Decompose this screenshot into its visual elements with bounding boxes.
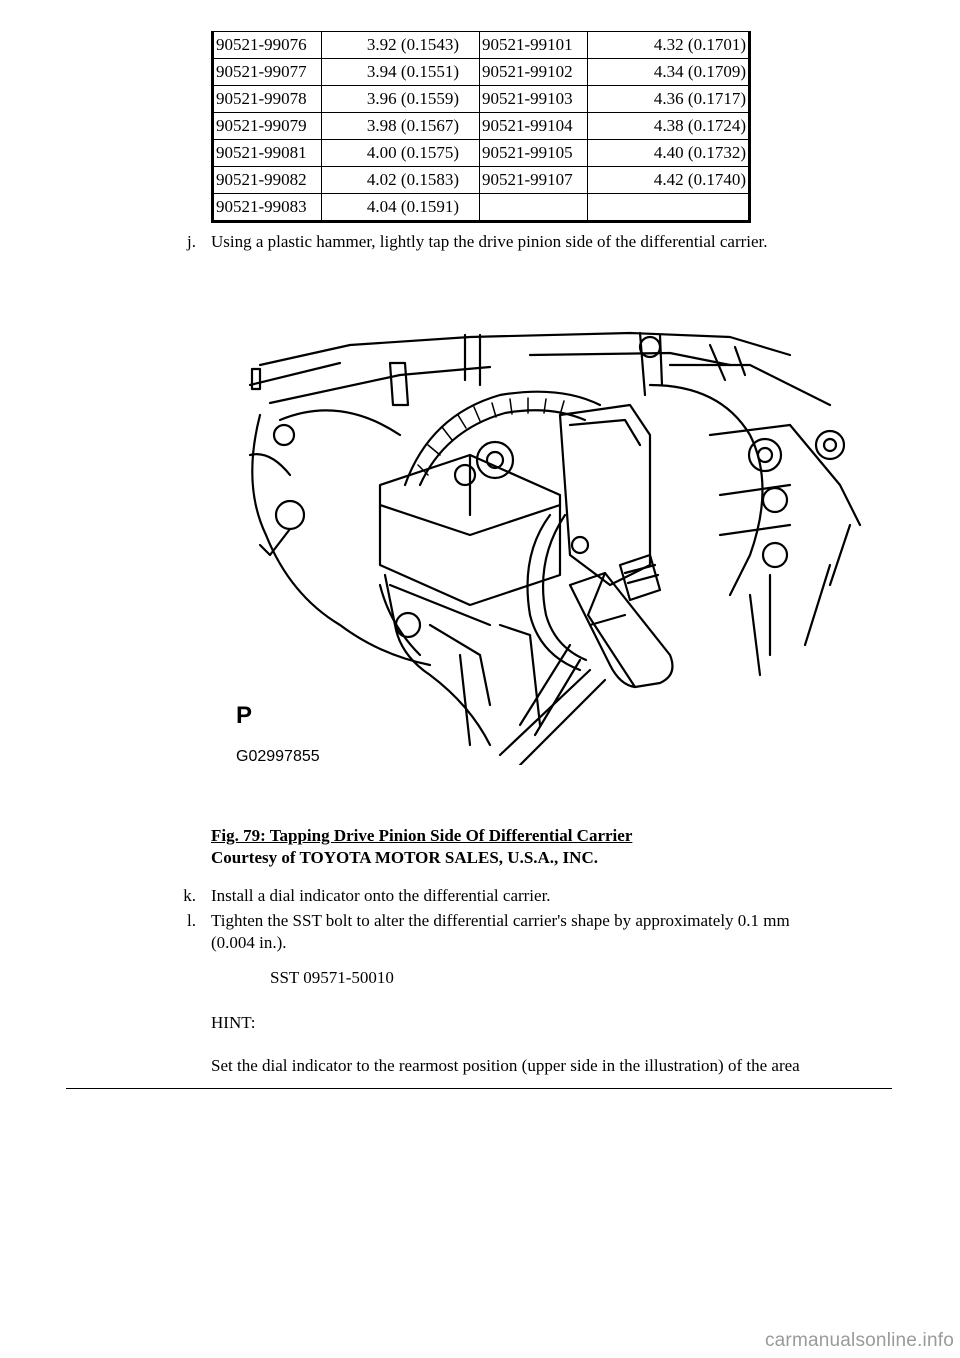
hint-text: Set the dial indicator to the rearmost position (upper side in the illustration) of the area: [211, 1056, 800, 1075]
hint-label: HINT:: [211, 1013, 256, 1032]
part-number-cell: 90521-99083: [213, 194, 322, 222]
part-number-cell: 90521-99079: [213, 113, 322, 140]
differential-carrier-illustration: [230, 325, 870, 765]
part-number-cell: 90521-99104: [480, 113, 588, 140]
part-number-cell: 90521-99077: [213, 59, 322, 86]
part-number-cell: 90521-99107: [480, 167, 588, 194]
table-row: [213, 167, 750, 194]
thickness-cell: [588, 194, 750, 222]
part-number-cell: 90521-99105: [480, 140, 588, 167]
thickness-cell: 4.32 (0.1701): [588, 32, 750, 59]
thickness-cell: 4.42 (0.1740): [588, 167, 750, 194]
step-k-text: Install a dial indicator onto the differential carrier.: [211, 886, 551, 905]
figure-code: G02997855: [236, 748, 320, 765]
thickness-cell: 4.36 (0.1717): [588, 86, 750, 113]
part-number-cell: 90521-99102: [480, 59, 588, 86]
step-l-text-line2: (0.004 in.).: [211, 933, 287, 952]
watermark: carmanualsonline.info: [764, 1330, 954, 1351]
thickness-cell: 4.02 (0.1583): [322, 167, 480, 194]
page-divider: [66, 1088, 892, 1089]
sst-number: SST 09571-50010: [270, 968, 394, 987]
step-l-text-line1: Tighten the SST bolt to alter the differential carrier's shape by approximately 0.1 mm: [211, 911, 790, 930]
part-number-cell: 90521-99076: [213, 32, 322, 59]
table-row: [213, 32, 750, 59]
part-number-cell: 90521-99082: [213, 167, 322, 194]
figure-corner-label: P: [236, 702, 253, 729]
thickness-cell: 3.96 (0.1559): [322, 86, 480, 113]
step-l-letter: l.: [187, 911, 196, 930]
table-body: [213, 32, 750, 222]
table-row: [213, 194, 750, 222]
part-number-cell: 90521-99101: [480, 32, 588, 59]
thickness-cell: 4.38 (0.1724): [588, 113, 750, 140]
step-k-letter: k.: [183, 886, 196, 905]
part-number-cell: 90521-99081: [213, 140, 322, 167]
part-number-cell: 90521-99078: [213, 86, 322, 113]
shim-selection-table: [211, 31, 751, 223]
step-j-letter: j.: [187, 232, 196, 251]
thickness-cell: 4.40 (0.1732): [588, 140, 750, 167]
table-row: [213, 140, 750, 167]
thickness-cell: 4.34 (0.1709): [588, 59, 750, 86]
part-number-cell: [480, 194, 588, 222]
figure-caption-title: Fig. 79: Tapping Drive Pinion Side Of Differential Carrier: [211, 826, 633, 845]
step-j-text: Using a plastic hammer, lightly tap the drive pinion side of the differential carrier.: [211, 232, 768, 251]
thickness-cell: 4.00 (0.1575): [322, 140, 480, 167]
thickness-cell: 4.04 (0.1591): [322, 194, 480, 222]
thickness-cell: 3.94 (0.1551): [322, 59, 480, 86]
part-number-cell: 90521-99103: [480, 86, 588, 113]
table-row: [213, 86, 750, 113]
thickness-cell: 3.98 (0.1567): [322, 113, 480, 140]
figure-caption-credit: Courtesy of TOYOTA MOTOR SALES, U.S.A., INC.: [211, 848, 598, 867]
thickness-cell: 3.92 (0.1543): [322, 32, 480, 59]
table-row: [213, 59, 750, 86]
table-row: [213, 113, 750, 140]
